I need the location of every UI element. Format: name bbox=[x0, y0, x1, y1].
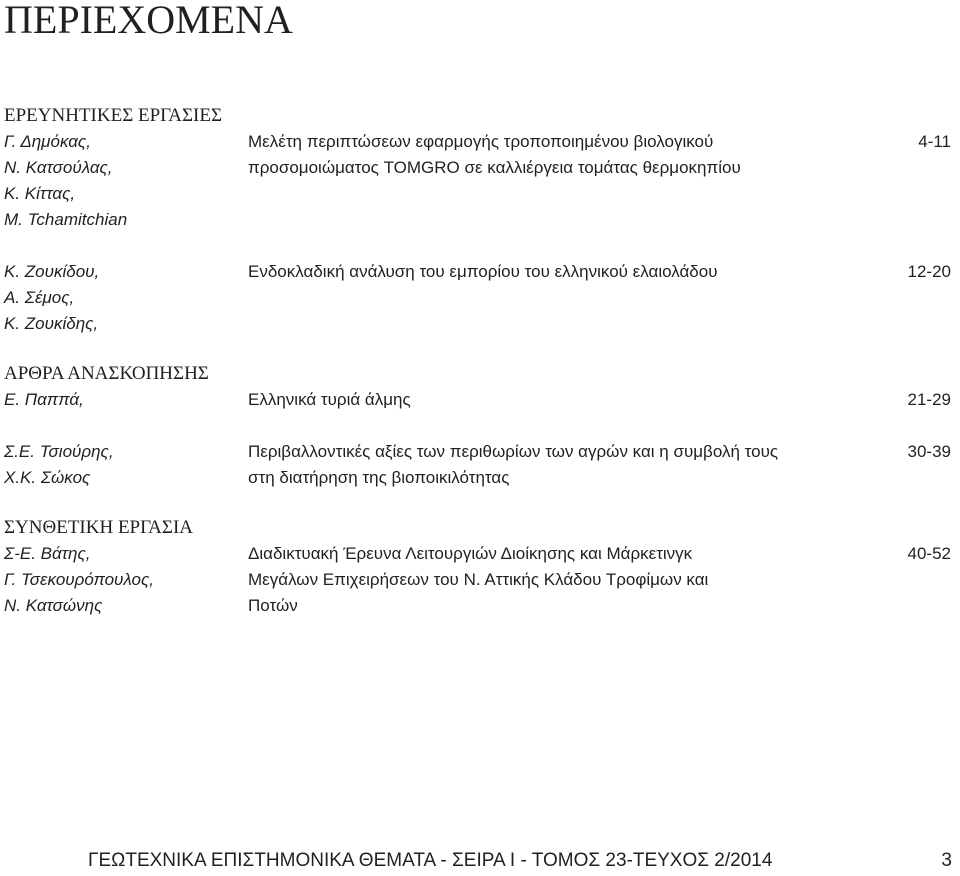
toc-entry bbox=[4, 259, 951, 337]
entry-pages: 12-20 bbox=[907, 262, 951, 281]
toc-entry bbox=[4, 541, 951, 619]
entry-pages: 30-39 bbox=[907, 442, 951, 461]
entry-pages: 4-11 bbox=[918, 132, 951, 151]
section-heading: ΕΡΕΥΝΗΤΙΚΕΣ ΕΡΓΑΣΙΕΣ bbox=[4, 105, 222, 126]
entry-pages: 40-52 bbox=[907, 544, 951, 563]
entry-title-line: Ποτών bbox=[248, 596, 298, 615]
section-heading: ΑΡΘΡΑ ΑΝΑΣΚΟΠΗΣΗΣ bbox=[4, 363, 209, 384]
author-name: Κ. Κίττας, bbox=[4, 184, 76, 203]
author-name: Γ. Τσεκουρόπουλος, bbox=[4, 570, 154, 589]
toc-entry bbox=[4, 129, 951, 233]
page-number: 3 bbox=[941, 850, 952, 871]
entry-title-line: Διαδικτυακή Έρευνα Λειτουργιών Διοίκησης και Μάρκετινγκ bbox=[248, 544, 693, 563]
author-name: Χ.Κ. Σώκος bbox=[4, 468, 91, 487]
entry-title-line: Μεγάλων Επιχειρήσεων του Ν. Αττικής Κλάδου Τροφίμων και bbox=[248, 570, 709, 589]
author-name: Μ. Tchamitchian bbox=[4, 210, 128, 229]
author-name: Σ.Ε. Τσιούρης, bbox=[4, 442, 114, 461]
entry-authors bbox=[4, 259, 248, 337]
entry-title bbox=[248, 439, 871, 491]
footer-journal-info: ΓΕΩΤΕΧΝΙΚΑ ΕΠΙΣΤΗΜΟΝΙΚΑ ΘΕΜΑΤΑ - ΣΕΙΡΑ Ι - ΤΟΜΟΣ 23-ΤΕΥΧΟΣ 2/2014 bbox=[88, 850, 773, 871]
author-name: Κ. Ζουκίδου, bbox=[4, 262, 100, 281]
page-footer bbox=[88, 848, 952, 876]
author-name: Ν. Κατσώνης bbox=[4, 596, 103, 615]
author-name: Γ. Δημόκας, bbox=[4, 132, 91, 151]
author-name: Κ. Ζουκίδης, bbox=[4, 314, 99, 333]
entry-title bbox=[248, 541, 871, 619]
entry-title-line: Ελληνικά τυριά άλμης bbox=[248, 390, 411, 409]
entry-authors bbox=[4, 439, 248, 491]
page-title: ΠΕΡΙΕΧΟΜΕΝΑ bbox=[4, 0, 293, 42]
entry-title-line: προσομοιώματος TOMGRO σε καλλιέργεια τομάτας θερμοκηπίου bbox=[248, 158, 741, 177]
entry-title-line: Ενδοκλαδική ανάλυση του εμπορίου του ελληνικού ελαιολάδου bbox=[248, 262, 718, 281]
entry-authors bbox=[4, 387, 248, 413]
entry-title-line: Μελέτη περιπτώσεων εφαρμογής τροποποιημένου βιολογικού bbox=[248, 132, 714, 151]
entry-title bbox=[248, 259, 871, 285]
author-name: Ε. Παππά, bbox=[4, 390, 84, 409]
author-name: Α. Σέμος, bbox=[4, 288, 75, 307]
entry-title-line: Περιβαλλοντικές αξίες των περιθωρίων των αγρών και η συμβολή τους bbox=[248, 442, 779, 461]
section-review-articles bbox=[4, 361, 951, 491]
table-of-contents bbox=[4, 103, 951, 619]
entry-title bbox=[248, 129, 871, 181]
author-name: Ν. Κατσούλας, bbox=[4, 158, 113, 177]
entry-authors bbox=[4, 129, 248, 233]
entry-title bbox=[248, 387, 871, 413]
entry-pages: 21-29 bbox=[907, 390, 951, 409]
section-research-papers bbox=[4, 103, 951, 337]
toc-entry bbox=[4, 439, 951, 491]
section-synthesis-paper bbox=[4, 515, 951, 619]
section-heading: ΣΥΝΘΕΤΙΚΗ ΕΡΓΑΣΙΑ bbox=[4, 517, 193, 538]
entry-title-line: στη διατήρηση της βιοποικιλότητας bbox=[248, 468, 510, 487]
author-name: Σ-Ε. Βάτης, bbox=[4, 544, 91, 563]
toc-entry bbox=[4, 387, 951, 413]
entry-authors bbox=[4, 541, 248, 619]
